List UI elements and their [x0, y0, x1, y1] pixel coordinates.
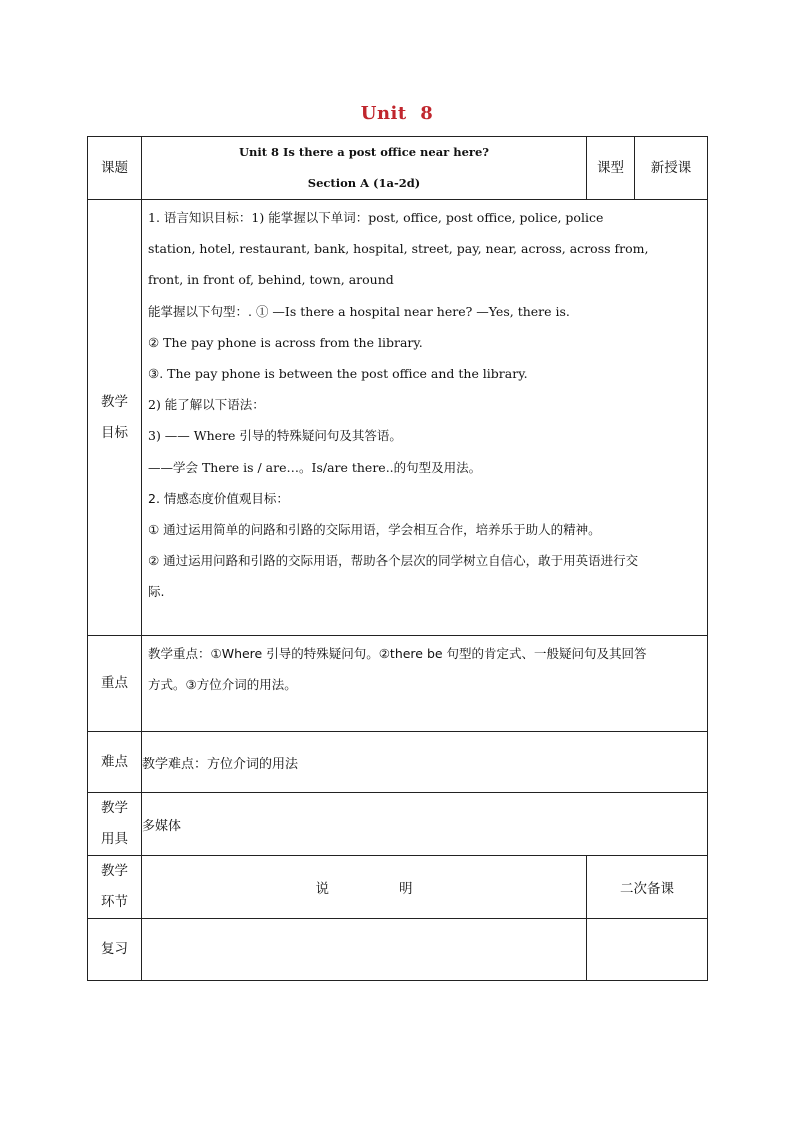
objective-line: 2) 能了解以下语法： [148, 397, 265, 413]
objective-line: 3) —— Where 引导的特殊疑问句及其答语。 [148, 428, 402, 444]
objective-line: 2. 情感态度价值观目标： [148, 490, 289, 506]
key-points-content [142, 636, 708, 732]
type-value: 新授课 [635, 137, 708, 200]
type-label: 课型 [587, 137, 635, 200]
review-second-prep [587, 919, 708, 981]
topic-line-1: Unit 8 Is there a post office near here? [238, 145, 490, 159]
objectives-label [88, 200, 142, 636]
tools-label-line-2: 用具 [101, 831, 128, 847]
steps-label-line-2: 环节 [101, 894, 128, 910]
tools-label [88, 793, 142, 856]
objective-line: ① 通过运用简单的问路和引路的交际用语，学会相互合作，培养乐于助人的精神。 [148, 522, 601, 538]
topic-label: 课题 [88, 137, 142, 200]
key-points-line-1: 教学重点：①Where 引导的特殊疑问句。②there be 句型的肯定式、一般疑问句及其回答 [148, 646, 647, 661]
objectives-row [88, 200, 708, 636]
second-prep-header: 二次备课 [587, 856, 708, 919]
objective-line: 能掌握以下句型：. ① —Is there a hospital near here? —Yes, there is. [148, 303, 570, 319]
objective-line: ② The pay phone is across from the library. [148, 334, 423, 350]
review-content [142, 919, 587, 981]
review-label: 复习 [88, 919, 142, 981]
objectives-content [142, 200, 708, 636]
difficulties-text: 教学难点：方位介词的用法 [142, 732, 708, 793]
difficulties-row [88, 732, 708, 793]
steps-row [88, 856, 708, 919]
topic-title-cell [142, 137, 587, 200]
topic-line-2: Section A (1a-2d) [307, 176, 421, 190]
steps-label [88, 856, 142, 919]
steps-explain-header [142, 856, 587, 919]
objectives-label-line-1: 教学 [101, 393, 128, 410]
key-points-line-2: 方式。③方位介词的用法。 [148, 677, 297, 693]
review-row [88, 919, 708, 981]
tools-row [88, 793, 708, 856]
tools-label-line-1: 教学 [101, 800, 128, 816]
explain-char-2: 明 [399, 881, 413, 897]
tools-text: 多媒体 [142, 793, 708, 856]
key-points-label: 重点 [88, 636, 142, 732]
steps-label-line-1: 教学 [101, 863, 128, 879]
difficulties-label: 难点 [88, 732, 142, 793]
topic-row [88, 137, 708, 200]
objective-line: ——学会 There is / are…。Is/are there..的句型及用法。 [148, 459, 482, 475]
objectives-label-line-2: 目标 [101, 424, 128, 441]
objective-line: 1. 语言知识目标：1) 能掌握以下单词：post, office, post office, police, police [148, 210, 604, 225]
objective-line: station, hotel, restaurant, bank, hospital, street, pay, near, across, across from, [148, 241, 649, 257]
objective-line: ③. The pay phone is between the post office and the library. [148, 366, 528, 382]
objective-line: front, in front of, behind, town, around [148, 272, 394, 288]
objective-line: ② 通过运用问路和引路的交际用语，帮助各个层次的同学树立自信心，敢于用英语进行交 [148, 553, 639, 569]
explain-char-1: 说 [315, 881, 329, 897]
lesson-plan-table [87, 136, 708, 981]
key-points-row [88, 636, 708, 732]
objective-line: 际. [148, 584, 165, 600]
page-title: Unit 8 [360, 103, 434, 124]
